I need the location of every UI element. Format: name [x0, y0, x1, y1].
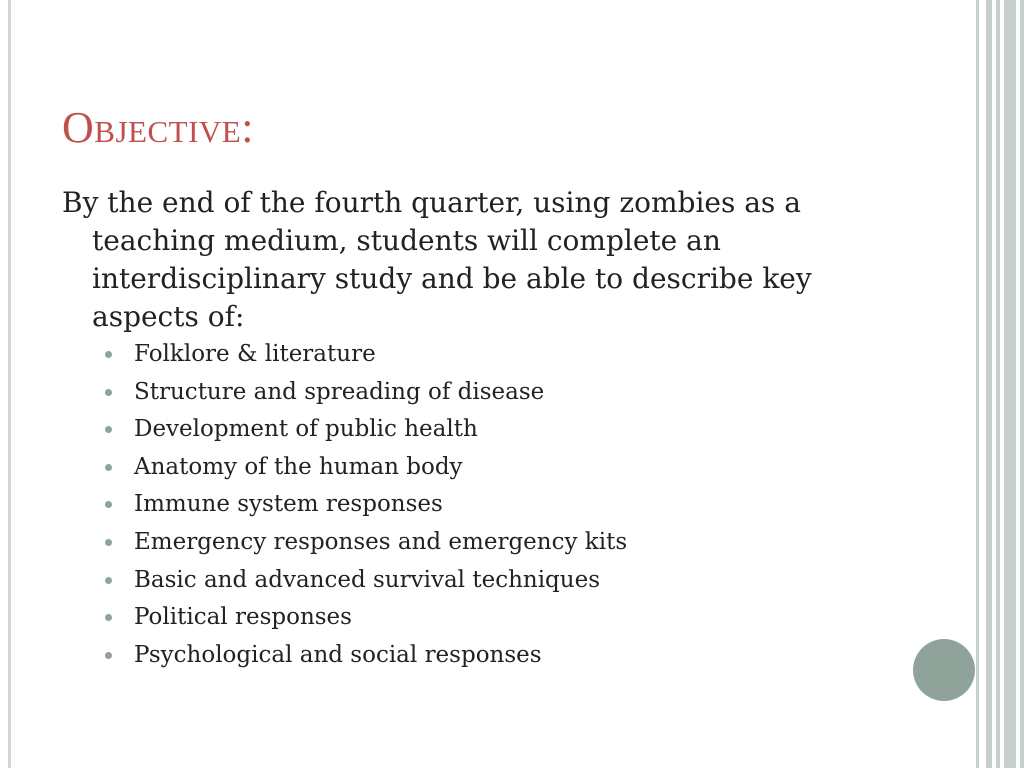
bullet-item — [102, 562, 627, 600]
intro-paragraph: By the end of the fourth quarter, using zombies as a teaching medium, students will complete an interdisciplinary study and be able to describe key aspects of: — [62, 186, 812, 333]
decorative-circle-icon — [913, 639, 975, 701]
bullet-icon — [105, 426, 112, 433]
bullet-text: Emergency responses and emergency kits — [134, 528, 628, 555]
decorative-stripe — [1020, 0, 1024, 768]
bullet-item — [102, 599, 627, 637]
decorative-stripe — [1004, 0, 1016, 768]
bullet-text: Immune system responses — [134, 491, 443, 518]
bullet-item — [102, 486, 627, 524]
bullet-item — [102, 411, 627, 449]
bullet-item — [102, 374, 627, 412]
slide-title: Objective: — [62, 103, 254, 152]
bullet-item — [102, 449, 627, 487]
bullet-icon — [105, 652, 112, 659]
bullet-icon — [105, 614, 112, 621]
bullet-icon — [105, 351, 112, 358]
bullet-text: Development of public health — [134, 416, 478, 443]
bullet-icon — [105, 577, 112, 584]
bullet-item — [102, 524, 627, 562]
bullet-text: Psychological and social responses — [134, 641, 542, 668]
decorative-stripe — [986, 0, 992, 768]
bullet-icon — [105, 501, 112, 508]
bullet-item — [102, 637, 627, 675]
decorative-stripe — [976, 0, 979, 768]
bullet-text: Basic and advanced survival techniques — [134, 566, 601, 593]
bullet-text: Political responses — [134, 604, 352, 631]
bullet-text: Anatomy of the human body — [134, 453, 463, 480]
bullet-icon — [105, 539, 112, 546]
decorative-stripe — [996, 0, 1000, 768]
bullet-text: Structure and spreading of disease — [134, 378, 545, 405]
left-border-line — [8, 0, 11, 768]
bullet-item — [102, 336, 627, 374]
bullet-text: Folklore & literature — [134, 341, 376, 367]
bullet-icon — [105, 389, 112, 396]
bullet-icon — [105, 464, 112, 471]
bullet-list — [102, 336, 627, 674]
